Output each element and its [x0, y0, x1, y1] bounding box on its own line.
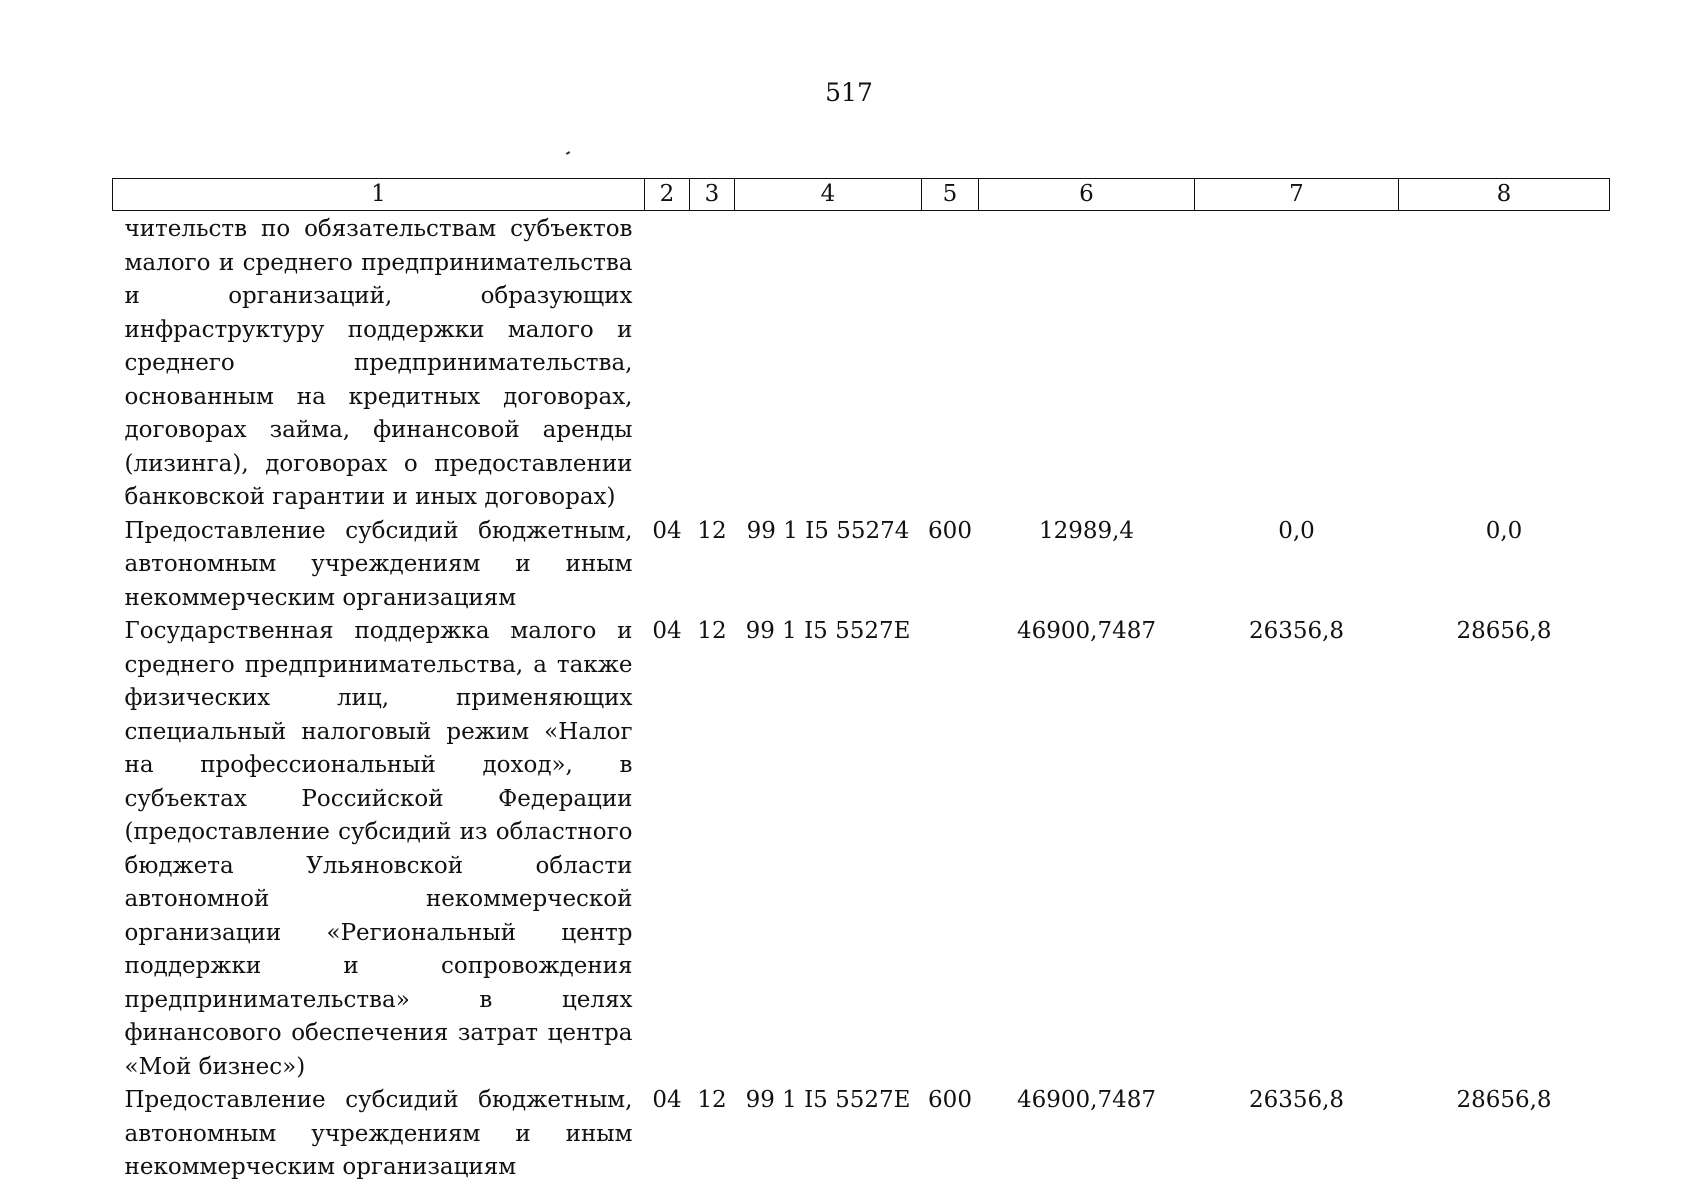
row-amount-8: 28656,8 — [1456, 1087, 1552, 1113]
row-subsection: 12 — [697, 618, 727, 644]
budget-table — [112, 178, 1610, 1185]
row-section: 04 — [652, 517, 682, 544]
row-amount-8: 28656,8 — [1456, 618, 1552, 644]
row-amount-7: 26356,8 — [1248, 1087, 1345, 1113]
table-body — [113, 211, 1610, 1185]
row-subsection: 12 — [697, 517, 727, 544]
row-subsection: 12 — [697, 1087, 727, 1113]
row-target-code: 99 1 I5 55274 — [746, 517, 910, 544]
row-expense-type — [922, 615, 979, 1084]
table-row — [113, 1084, 1610, 1185]
header-col-8: 8 — [1399, 179, 1610, 211]
table-row — [113, 211, 1610, 515]
header-col-3: 3 — [690, 179, 735, 211]
row-section — [645, 211, 690, 515]
table-row — [113, 515, 1610, 616]
row-description: Предоставление субсидий бюджетным, автономным учреждениям и иным некоммерческим организациям — [124, 517, 633, 611]
row-section: 04 — [652, 1087, 682, 1113]
row-description: Предоставление субсидий бюджетным, автономным учреждениям и иным некоммерческим организациям — [124, 1087, 633, 1180]
row-amount-7 — [1195, 211, 1399, 515]
row-expense-type: 600 — [928, 1087, 972, 1113]
row-amount-8 — [1399, 211, 1610, 515]
row-amount-6: 46900,7487 — [1016, 618, 1156, 644]
row-expense-type: 600 — [928, 517, 972, 544]
stray-mark — [566, 151, 570, 155]
row-target-code: 99 1 I5 5527E — [745, 618, 911, 644]
header-col-2: 2 — [645, 179, 690, 211]
header-col-7: 7 — [1195, 179, 1399, 211]
row-amount-6: 12989,4 — [1038, 517, 1135, 544]
page-number: 517 — [825, 78, 873, 107]
row-description: Государственная поддержка малого и среднего предпринимательства, а также физических лиц, применяющих специальный налоговый режим «Налог на профессиональный доход», в субъектах Российской Федерации (предоставление субсидий из областного бюджета Ульяновской области автономной некоммерческой организации «Региональный центр поддержки и сопровождения предпринимательства» в целях финансового обеспечения затрат центра «Мой бизнес») — [124, 618, 633, 1080]
table-header — [113, 179, 1610, 211]
row-target-code: 99 1 I5 5527E — [745, 1087, 911, 1113]
row-expense-type — [922, 211, 979, 515]
header-col-5: 5 — [922, 179, 979, 211]
header-col-1: 1 — [113, 179, 645, 211]
row-amount-7: 0,0 — [1278, 517, 1315, 544]
header-col-4: 4 — [735, 179, 922, 211]
row-section: 04 — [652, 618, 682, 644]
header-col-6: 6 — [979, 179, 1195, 211]
row-target-code — [735, 211, 922, 515]
row-amount-6 — [979, 211, 1195, 515]
row-subsection — [690, 211, 735, 515]
row-description: чительств по обязательствам субъектов малого и среднего предпринимательства и организаций, образующих инфраструктуру поддержки малого и среднего предпринимательства, основанным на кредитных договорах, договорах займа, финансовой аренды (лизинга), договорах о предоставлении банковской гарантии и иных договорах) — [124, 216, 633, 510]
row-amount-7: 26356,8 — [1248, 618, 1345, 644]
header-row — [113, 179, 1610, 211]
table-row — [113, 615, 1610, 1084]
row-amount-8: 0,0 — [1485, 517, 1523, 544]
row-amount-6: 46900,7487 — [1016, 1087, 1156, 1113]
